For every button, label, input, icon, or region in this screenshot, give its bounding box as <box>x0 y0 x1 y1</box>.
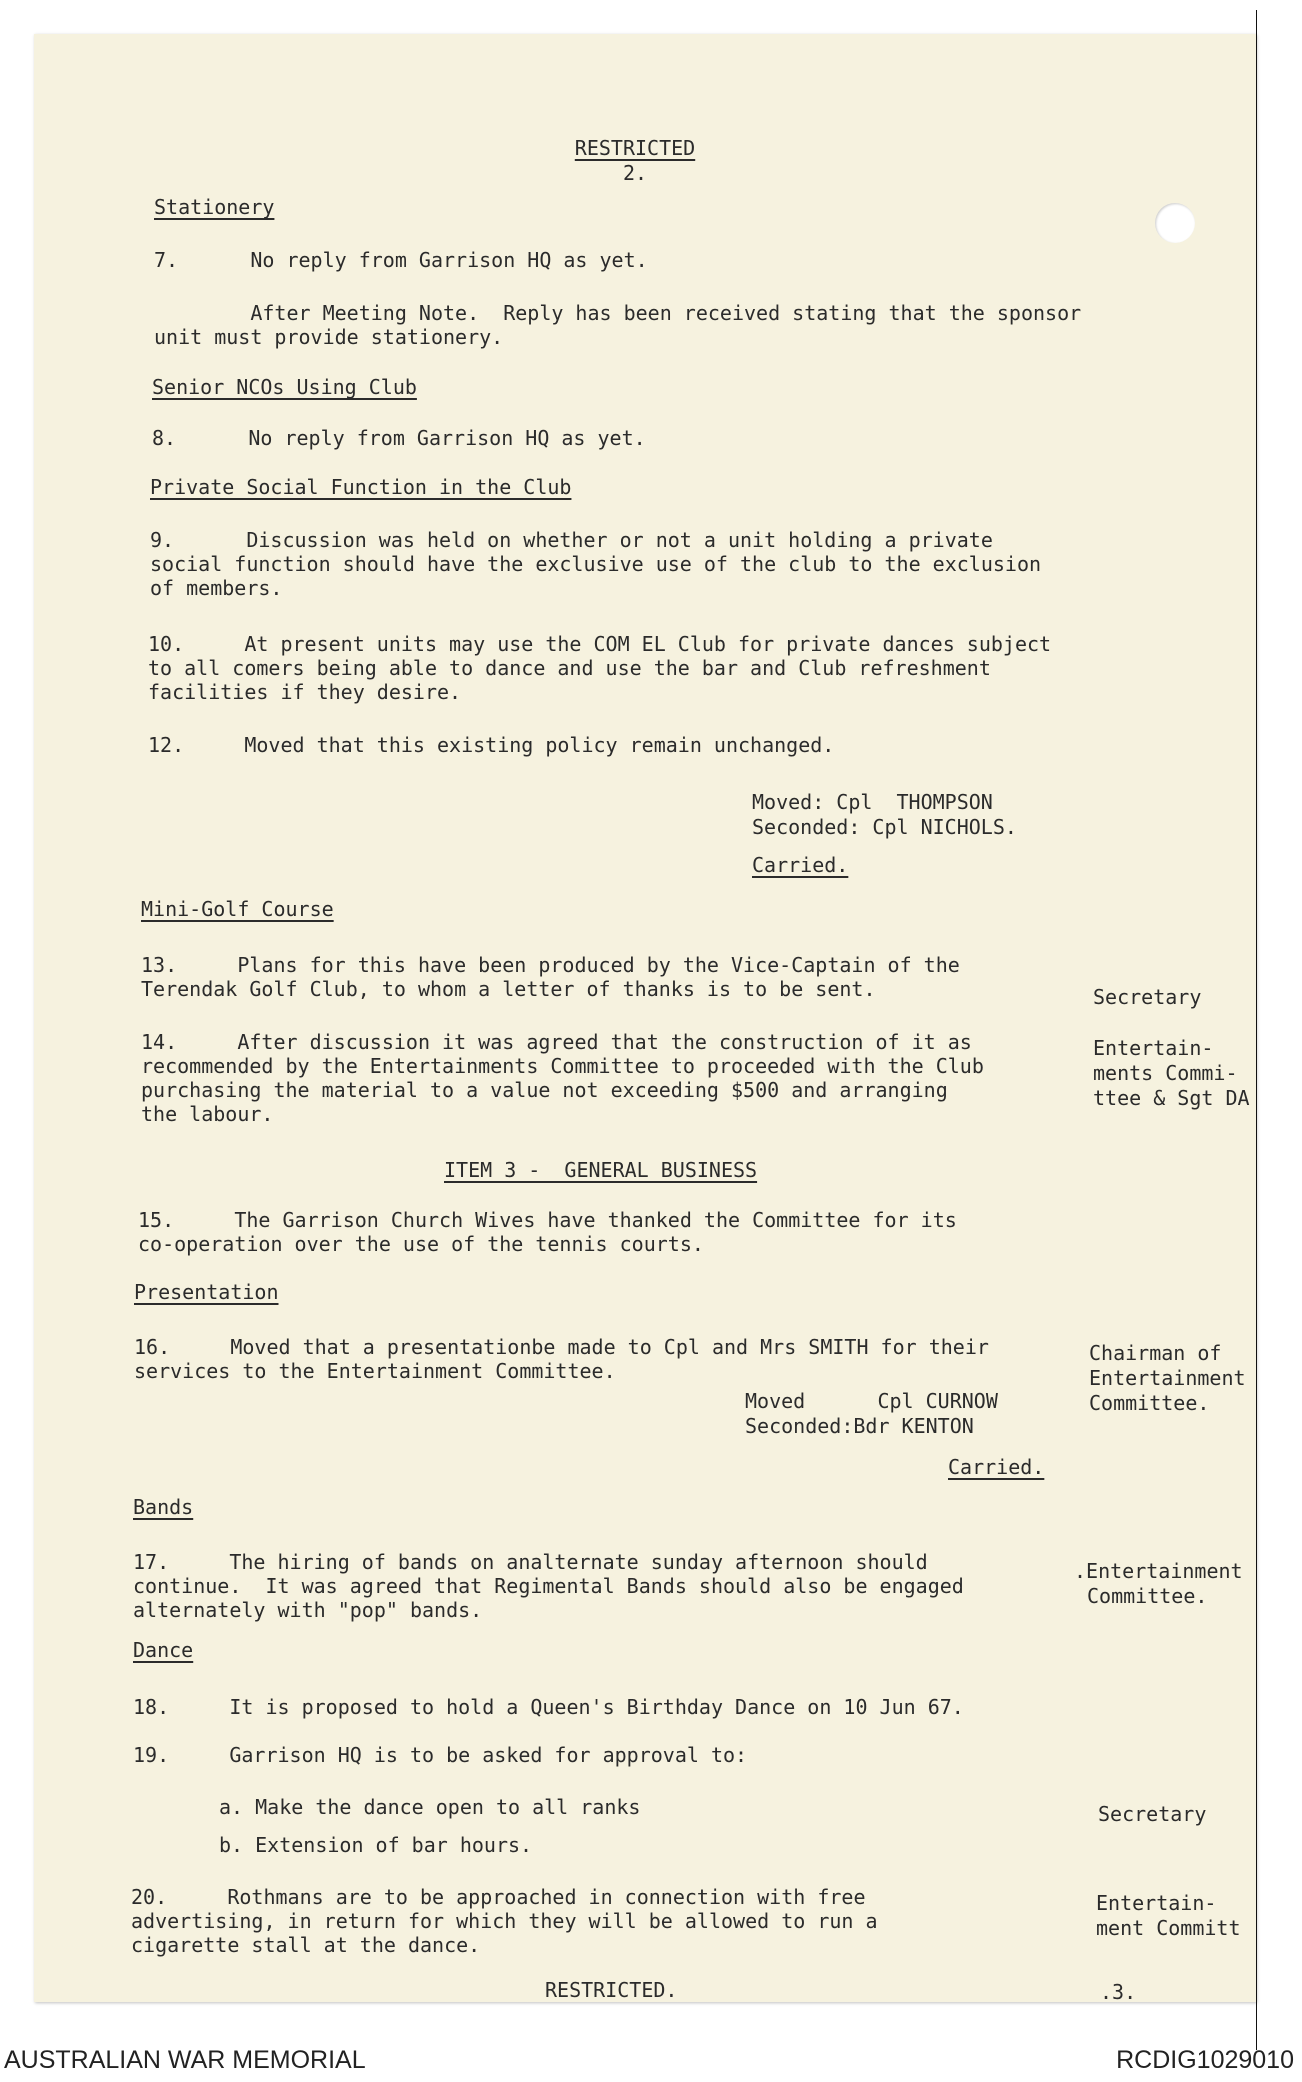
para-10-line3: facilities if they desire. <box>148 680 462 704</box>
para-10-line1: 10. At present units may use the COM EL Club for private dances subject <box>148 632 1052 656</box>
para-19a: a. Make the dance open to all ranks <box>219 1795 641 1819</box>
classification-header: RESTRICTED <box>574 136 696 160</box>
heading-stationery: Stationery <box>154 195 275 219</box>
action-secretary-13: Secretary <box>1093 985 1202 1009</box>
para-9-line3: of members. <box>150 576 283 600</box>
heading-senior-ncos: Senior NCOs Using Club <box>152 375 417 399</box>
heading-mini-golf: Mini-Golf Course <box>141 897 334 921</box>
carried-1: Carried. <box>752 853 849 877</box>
punch-hole <box>1155 203 1195 243</box>
para-14-line4: the labour. <box>141 1102 274 1126</box>
action-entertainments-14-line3: ttee & Sgt DA <box>1093 1086 1250 1110</box>
para-16-line1: 16. Moved that a presentationbe made to Cpl and Mrs SMITH for their <box>134 1335 989 1359</box>
action-chairman-line3: Committee. <box>1089 1391 1210 1415</box>
para-16-line2: services to the Entertainment Committee. <box>134 1359 616 1383</box>
para-18: 18. It is proposed to hold a Queen's Birthday Dance on 10 Jun 67. <box>133 1695 964 1719</box>
para-15-line1: 15. The Garrison Church Wives have thanked the Committee for its <box>138 1208 957 1232</box>
action-entertainment-17-line1: .Entertainment <box>1074 1559 1243 1583</box>
action-entertainment-17-line2: Committee. <box>1087 1584 1208 1608</box>
para-8: 8. No reply from Garrison HQ as yet. <box>152 426 646 450</box>
para-17-line1: 17. The hiring of bands on analternate sunday afternoon should <box>133 1550 928 1574</box>
page-edge-line <box>1256 10 1257 2050</box>
action-entertainment-20-line2: ment Committ <box>1096 1916 1241 1940</box>
para-9-line2: social function should have the exclusive use of the club to the exclusion <box>150 552 1042 576</box>
moved-curnow: Moved Cpl CURNOW <box>745 1389 998 1413</box>
para-14-line1: 14. After discussion it was agreed that the construction of it as <box>141 1030 972 1054</box>
next-page-number: .3. <box>1100 1980 1137 2004</box>
seconded-nichols: Seconded: Cpl NICHOLS. <box>752 815 1017 839</box>
page-number: 2. <box>622 161 648 185</box>
para-13-line2: Terendak Golf Club, to whom a letter of thanks is to be sent. <box>141 977 876 1001</box>
action-entertainments-14-line2: ments Commi- <box>1093 1061 1238 1085</box>
heading-private-social-function: Private Social Function in the Club <box>150 475 572 499</box>
carried-2: Carried. <box>948 1455 1045 1479</box>
para-7: 7. No reply from Garrison HQ as yet. <box>154 248 648 272</box>
para-19b: b. Extension of bar hours. <box>219 1833 533 1857</box>
action-entertainment-20-line1: Entertain- <box>1096 1891 1217 1915</box>
para-15-line2: co-operation over the use of the tennis courts. <box>138 1232 704 1256</box>
heading-item-3-general-business: ITEM 3 - GENERAL BUSINESS <box>444 1158 758 1182</box>
para-10-line2: to all comers being able to dance and use the bar and Club refreshment <box>148 656 991 680</box>
heading-bands: Bands <box>133 1495 194 1519</box>
para-12: 12. Moved that this existing policy remain unchanged. <box>148 733 835 757</box>
para-17-line3: alternately with "pop" bands. <box>133 1598 483 1622</box>
heading-dance: Dance <box>133 1638 194 1662</box>
para-13-line1: 13. Plans for this have been produced by the Vice-Captain of the <box>141 953 960 977</box>
archive-institution: AUSTRALIAN WAR MEMORIAL <box>4 2046 366 2074</box>
action-secretary-19: Secretary <box>1098 1802 1207 1826</box>
moved-thompson: Moved: Cpl THOMPSON <box>752 790 993 814</box>
after-meeting-note-line2: unit must provide stationery. <box>154 325 504 349</box>
action-chairman-line2: Entertainment <box>1089 1366 1246 1390</box>
seconded-kenton: Seconded:Bdr KENTON <box>745 1414 974 1438</box>
para-17-line2: continue. It was agreed that Regimental Bands should also be engaged <box>133 1574 964 1598</box>
archive-catalogue-id: RCDIG1029010 <box>1116 2046 1294 2074</box>
para-20-line2: advertising, in return for which they will be allowed to run a <box>131 1909 878 1933</box>
heading-presentation: Presentation <box>134 1280 279 1304</box>
after-meeting-note-line1: After Meeting Note. Reply has been received stating that the sponsor <box>154 301 1082 325</box>
para-14-line3: purchasing the material to a value not exceeding $500 and arranging <box>141 1078 948 1102</box>
classification-footer: RESTRICTED. <box>545 1978 678 2002</box>
para-9-line1: 9. Discussion was held on whether or not a unit holding a private <box>150 528 993 552</box>
para-14-line2: recommended by the Entertainments Committee to proceeded with the Club <box>141 1054 984 1078</box>
para-20-line1: 20. Rothmans are to be approached in connection with free <box>131 1885 866 1909</box>
para-19: 19. Garrison HQ is to be asked for approval to: <box>133 1743 748 1767</box>
action-entertainments-14-line1: Entertain- <box>1093 1036 1214 1060</box>
para-20-line3: cigarette stall at the dance. <box>131 1933 481 1957</box>
action-chairman-line1: Chairman of <box>1089 1341 1222 1365</box>
